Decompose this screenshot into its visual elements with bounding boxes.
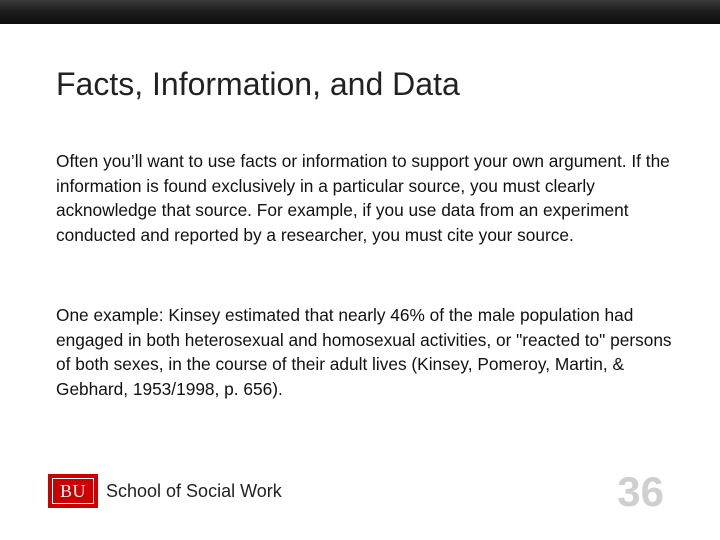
school-name: School of Social Work [106,480,282,501]
page-number: 36 [617,468,664,515]
top-bar [0,0,720,24]
body-paragraph-1: Often you’ll want to use facts or information to support your own argument. If the information is found exclusively in a particular source, you must clearly acknowledge that source. For example, if you use data from an experiment conducted and reported by a researcher, you must cite your source. [56,151,670,245]
bu-logo-text: BU [52,478,94,504]
school-logo [48,474,282,508]
bu-logo-box [48,474,98,508]
body-paragraph-2: One example: Kinsey estimated that nearly 46% of the male population had engaged in both heterosexual and homosexual activities, or "reacted to" persons of both sexes, in the course of their adult lives (Kinsey, Pomeroy, Martin, & Gebhard, 1953/1998, p. 656). [56,305,672,399]
slide-title: Facts, Information, and Data [56,66,460,102]
